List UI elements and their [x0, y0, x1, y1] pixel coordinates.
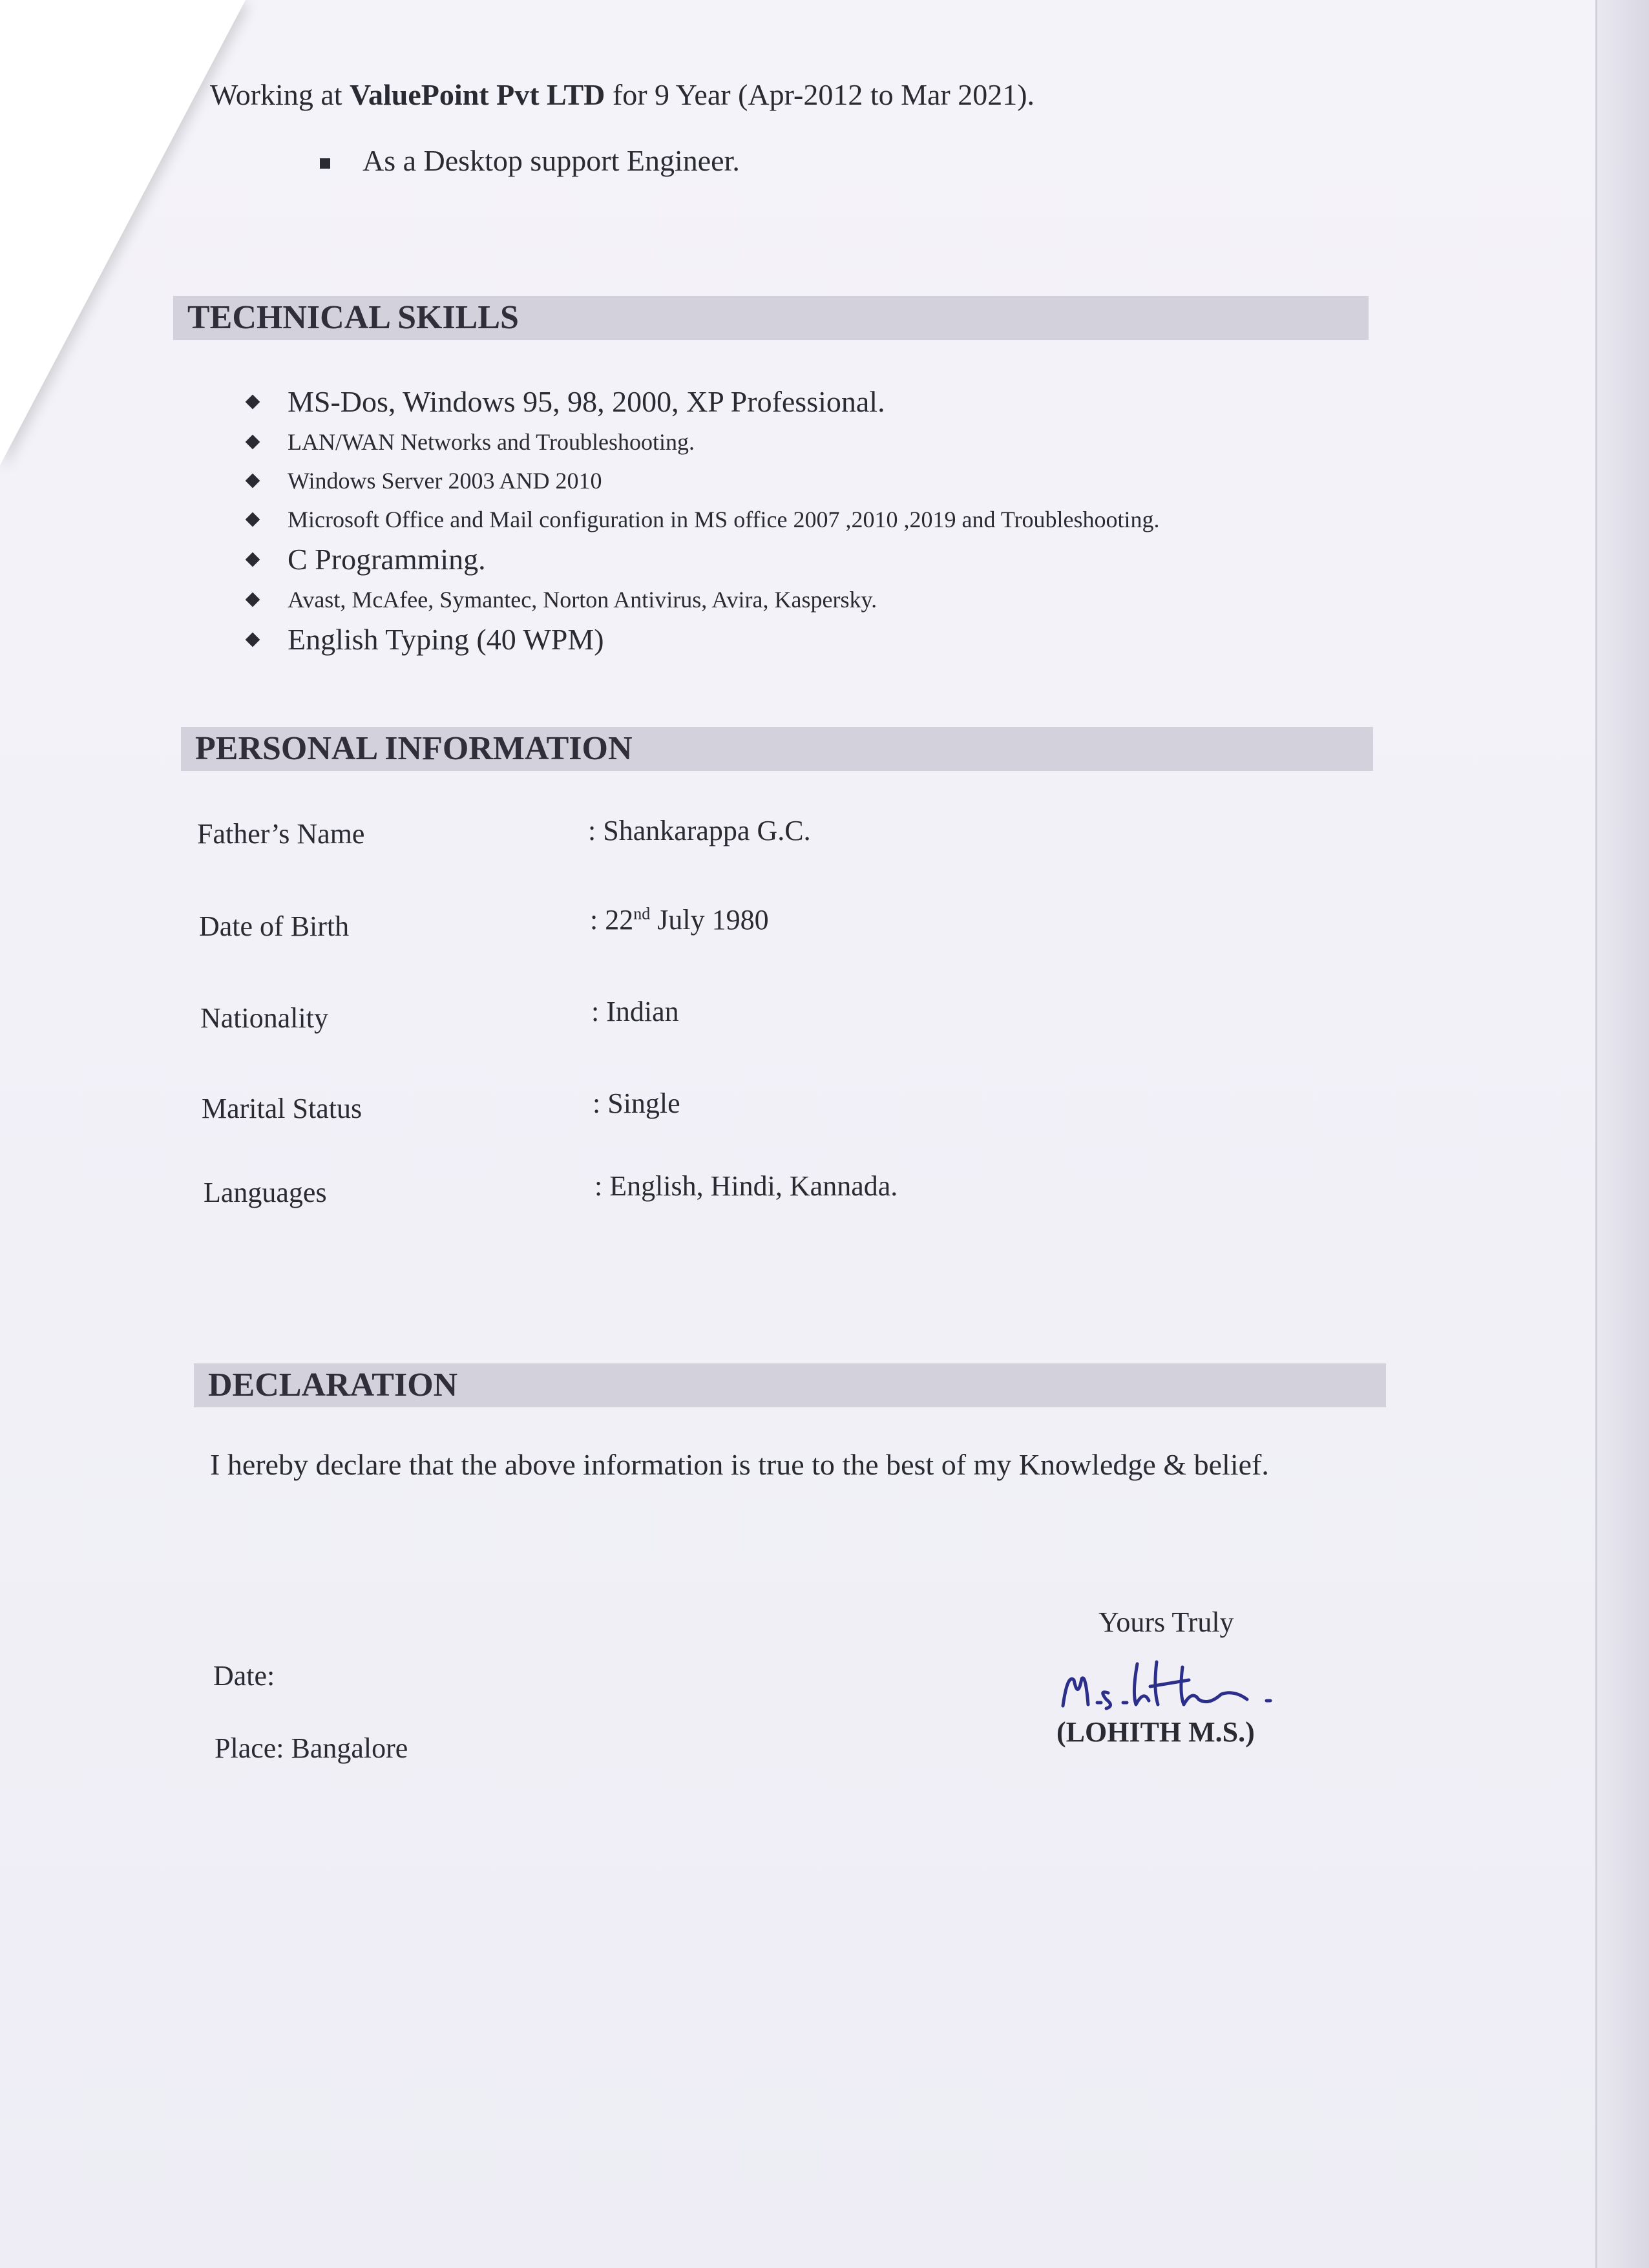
experience-line [210, 78, 1035, 112]
skill-item: Microsoft Office and Mail configuration in MS office 2007 ,2010 ,2019 and Troubleshooting. [242, 500, 1160, 539]
personal-information-heading: PERSONAL INFORMATION [181, 727, 1373, 771]
info-value-nationality: : Indian [591, 996, 679, 1027]
place-label: Place: Bangalore [215, 1732, 408, 1764]
skills-list [242, 381, 1160, 660]
date-label: Date: [213, 1660, 275, 1692]
skill-item: MS-Dos, Windows 95, 98, 2000, XP Professional. [242, 381, 1160, 423]
role-text: As a Desktop support Engineer. [362, 144, 740, 177]
skill-item: English Typing (40 WPM) [242, 619, 1160, 660]
info-label-nationality: Nationality [200, 1002, 328, 1034]
info-value-languages: : English, Hindi, Kannada. [594, 1170, 898, 1202]
info-value-dob: : 22nd July 1980 [590, 904, 769, 936]
skill-item: Avast, McAfee, Symantec, Norton Antivirus, Avira, Kaspersky. [242, 580, 1160, 619]
experience-prefix: Working at [210, 78, 342, 111]
info-label-marital-status: Marital Status [202, 1093, 362, 1124]
square-bullet-icon [320, 158, 330, 169]
page-edge [1595, 0, 1649, 2268]
info-value-marital-status: : Single [593, 1087, 680, 1119]
declaration-text: I hereby declare that the above information is true to the best of my Knowledge & belief. [210, 1448, 1269, 1481]
info-label-father: Father’s Name [197, 818, 365, 850]
signatory-name: (LOHITH M.S.) [1056, 1716, 1255, 1748]
info-label-dob: Date of Birth [199, 910, 350, 942]
info-value-father: : Shankarappa G.C. [588, 815, 811, 846]
yours-truly: Yours Truly [1098, 1606, 1234, 1638]
skill-item: Windows Server 2003 AND 2010 [242, 461, 1160, 500]
skill-item: C Programming. [242, 539, 1160, 580]
info-label-languages: Languages [204, 1177, 327, 1208]
declaration-heading: DECLARATION [194, 1363, 1386, 1407]
experience-role [320, 143, 740, 178]
experience-duration: for 9 Year (Apr-2012 to Mar 2021). [612, 78, 1035, 111]
technical-skills-heading: TECHNICAL SKILLS [173, 296, 1369, 340]
skill-item: LAN/WAN Networks and Troubleshooting. [242, 423, 1160, 461]
experience-company: ValuePoint Pvt LTD [350, 78, 605, 111]
folded-corner [0, 0, 246, 465]
signature [1060, 1654, 1331, 1712]
